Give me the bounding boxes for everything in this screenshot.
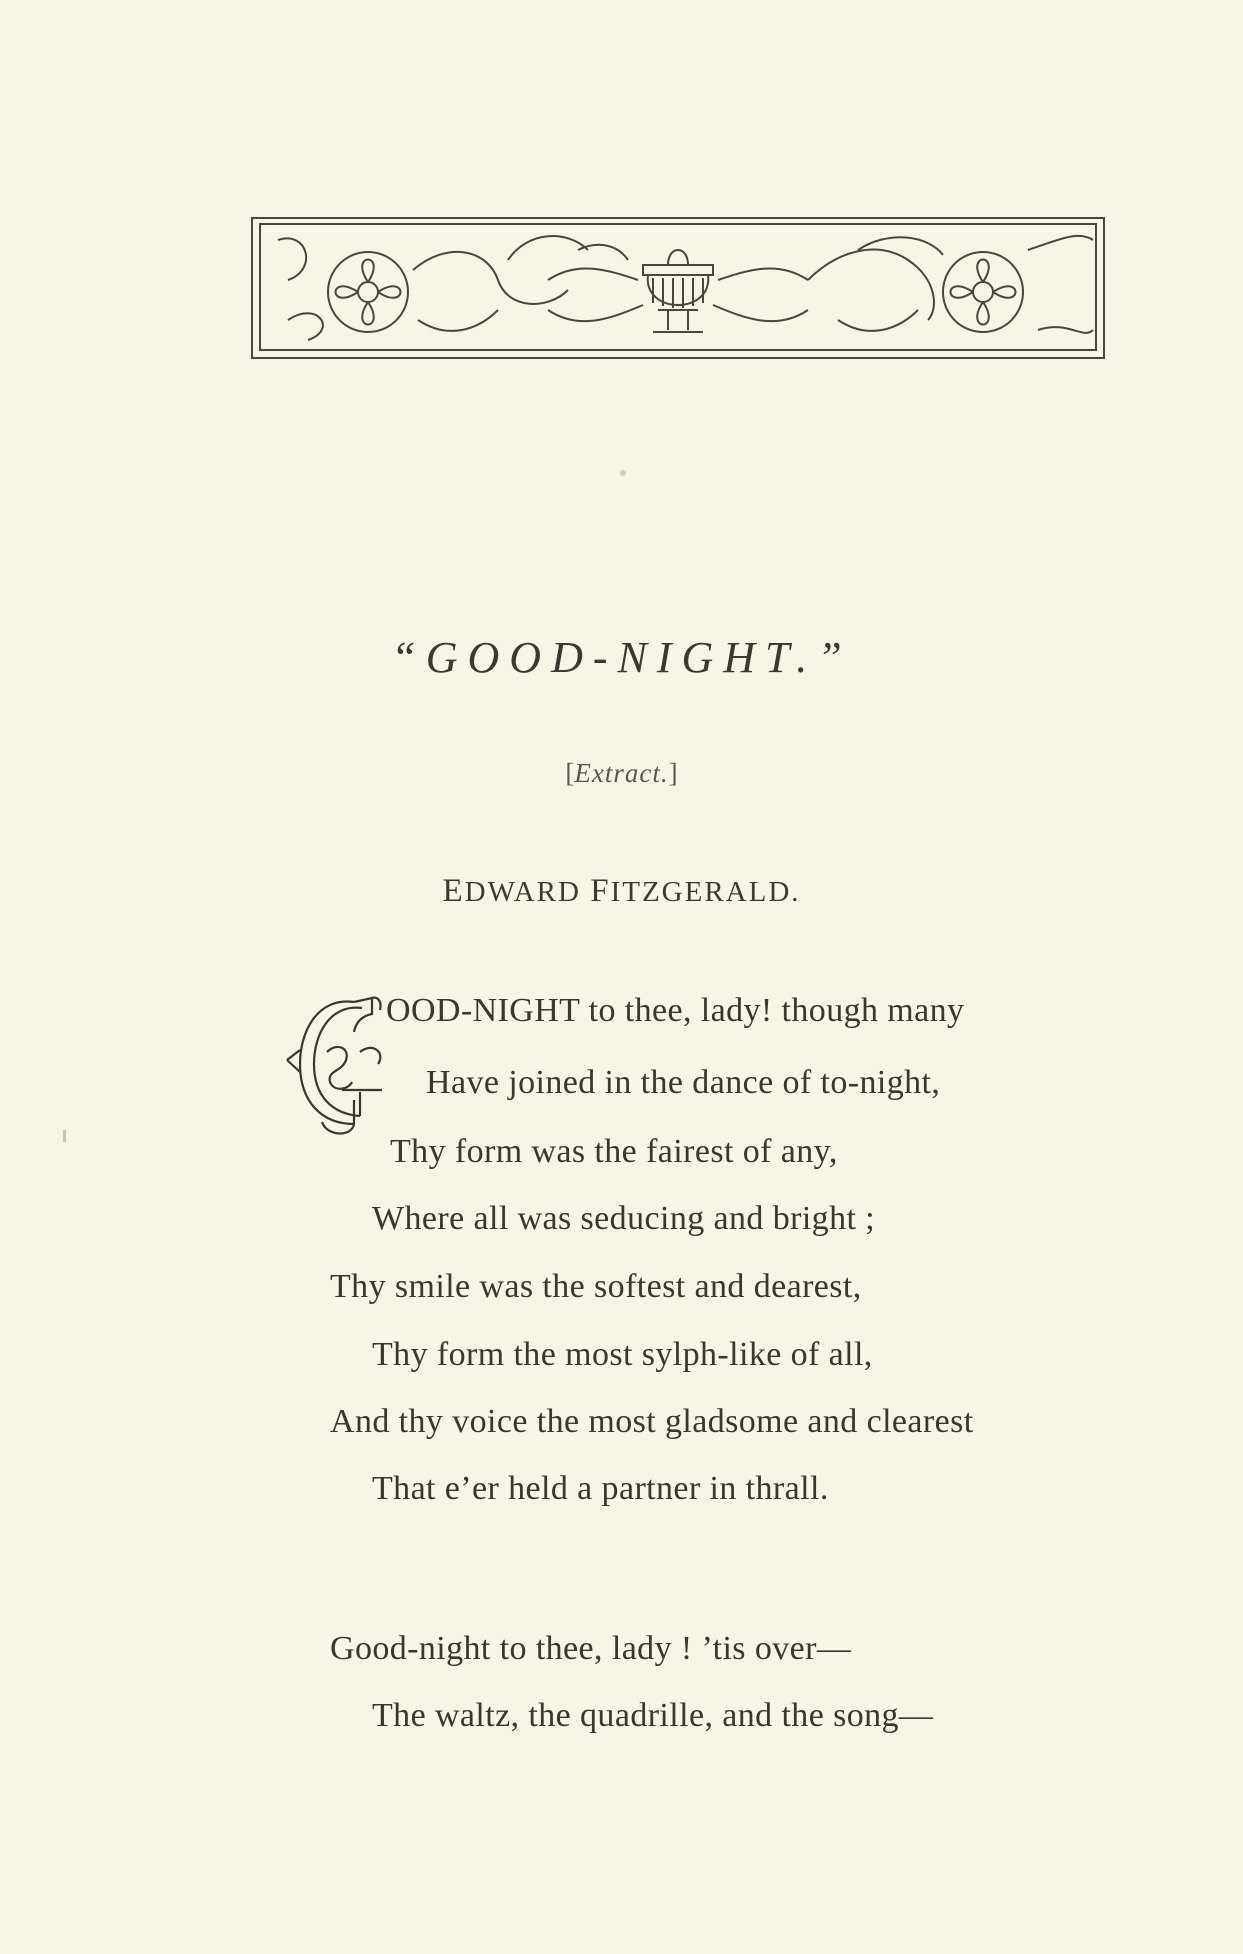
poem-line: OOD-NIGHT to thee, lady! though many [386, 992, 965, 1029]
subtitle-text: Extract. [574, 758, 669, 788]
poem-title: “GOOD-NIGHT.” [391, 633, 852, 682]
poem-line: Thy form was the fairest of any, [390, 1133, 838, 1170]
decorative-drop-cap [282, 992, 394, 1137]
ink-speck [620, 470, 626, 476]
poem-line: Thy smile was the softest and dearest, [330, 1268, 862, 1305]
author-last-rest: ITZGERALD. [610, 876, 801, 908]
poem-author [0, 873, 1243, 910]
poem-line: Good-night to thee, lady ! ’tis over— [330, 1630, 852, 1667]
poem-subtitle: [Extract.] [565, 758, 678, 788]
ornamental-headpiece [248, 210, 1110, 370]
poem-line: And thy voice the most gladsome and clearest [330, 1403, 974, 1440]
poem-line: The waltz, the quadrille, and the song— [372, 1697, 934, 1734]
poem-line: Thy form the most sylph-like of all, [372, 1336, 873, 1373]
poem-line: That e’er held a partner in thrall. [372, 1470, 829, 1507]
poem-line: Have joined in the dance of to-night, [426, 1064, 941, 1101]
author-last-initial: F [590, 873, 611, 909]
author-first-initial: E [442, 873, 465, 909]
poem-line: Where all was seducing and bright ; [372, 1200, 876, 1237]
author-first-rest: DWARD [464, 876, 581, 908]
margin-mark [63, 1130, 66, 1142]
